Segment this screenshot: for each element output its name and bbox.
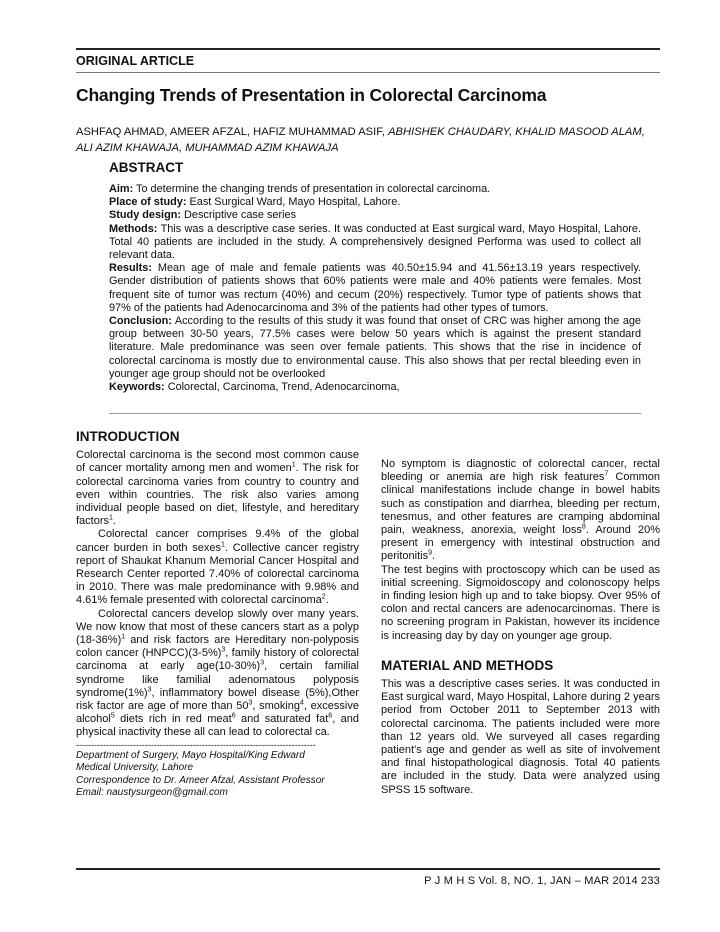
keywords-label: Keywords: — [109, 381, 165, 394]
intro-paragraph-1: Colorectal carcinoma is the second most common cause of cancer mortality among men and women$^1$. The risk for colorectal carcinoma varies from country to country and even within countries. The risk also varies among individual people based on diet, lifestyle, and hereditary factors$^1$. — [76, 449, 359, 528]
abstract-heading: ABSTRACT — [109, 160, 184, 175]
abstract-results — [109, 262, 641, 315]
results-label: Results: — [109, 262, 152, 275]
abstract-body — [109, 183, 641, 394]
authors-regular: ASHFAQ AHMAD, AMEER AFZAL, HAFIZ MUHAMMAD ASIF, — [76, 126, 389, 138]
methods-label: Methods: — [109, 222, 158, 235]
design-label: Study design: — [109, 209, 182, 222]
author-list — [76, 124, 664, 156]
design-text: Descriptive case series — [181, 209, 297, 222]
intro-paragraph-5: The test begins with proctoscopy which can be used as initial screening. Sigmoidoscopy and colonoscopy helps in finding lesion high up and to take biopsy. Over 95% of colon and rectal cancers are adenocarcinomas. There is no screening program in Pakistan, however its incidence is increasing day by day on younger age group. — [381, 563, 660, 642]
methods-paragraph: This was a descriptive cases series. It was conducted in East surgical ward, Mayo Hospital, Lahore during 2 years period from October 2011 to September 2013 with colorectal carcinoma. The patients included were more than 12 years old. We surveyed all cases regarding patient’s age and gender as well as site of involvement and final histopathological diagnosis. Total 40 patients are included in the study. Data were analyzed using SPSS 15 software. — [381, 678, 660, 796]
aim-label: Aim: — [109, 183, 134, 195]
intro-paragraph-3: Colorectal cancers develop slowly over many years. We now know that most of these cancers start as a polyp $(18-36\%)^1$ and risk factors are Hereditary non-polyposis colon cancer $(HNPCC)(3-5\%)^3$, family history of colorectal carcinoma at early $age(10-30\%)^3$, certain familial syndrome like familial adenomatous polyposis $syndrome(1\%)^3$, inflammatory bowel disease (5%),Other risk factor are age of more than $50^3$, smoking$^4$, excessive alcohol$^5$ diets rich in red meat$^6$ and saturated fat$^6$, and physical inactivity these all can lead to colorectal ca. — [76, 607, 360, 739]
place-label: Place of study: — [109, 196, 187, 209]
journal-citation: P J M H S Vol. 8, NO. 1, JAN – MAR 2014 233 — [424, 875, 660, 887]
results-text: Mean age of male and female patients was 40.50±15.94 and 41.56±13.19 years respectively. Gender distribution of patients shows that 60% patients were male and 40% patients were females. Most frequent site of tumor was rectum (40%) and cecum (20%) respectively. Tumor type of patients shows that 97% of the patients had Adenocarcinoma and 3% of the patients had other types of tumors. — [109, 262, 641, 314]
title-rule — [76, 72, 660, 73]
authors-italic: ABHISHEK CHAUDARY, KHALID MASOOD ALAM, ALI AZIM KHAWAJA, MUHAMMAD AZIM KHAWAJA — [76, 126, 645, 154]
abstract-keywords — [109, 381, 641, 394]
left-column — [76, 430, 359, 800]
footnote-line-3: Correspondence to Dr. Ameer Afzal, Assistant Professor — [76, 774, 325, 786]
place-text: East Surgical Ward, Mayo Hospital, Lahore. — [186, 196, 401, 209]
footer-rule — [76, 868, 660, 870]
article-title: Changing Trends of Presentation in Colorectal Carcinoma — [76, 85, 547, 105]
abstract-conclusion — [109, 315, 641, 381]
introduction-heading: INTRODUCTION — [76, 429, 180, 444]
right-column — [381, 458, 660, 797]
abstract-design — [109, 209, 641, 222]
aim-text: To determine the changing trends of presentation in colorectal carcinoma. — [133, 183, 491, 195]
methods-heading: MATERIAL AND METHODS — [381, 657, 554, 673]
abstract-aim — [109, 183, 641, 196]
footnote-line-1: Department of Surgery, Mayo Hospital/King Edward — [76, 749, 305, 761]
abstract-section — [109, 160, 641, 394]
footnote-email: Email: naustysurgeon@gmail.com — [76, 787, 228, 799]
abstract-methods — [109, 223, 641, 263]
intro-paragraph-4: No symptom is diagnostic of colorectal cancer, rectal bleeding or anemia are high risk features$^7$ Common clinical manifestations include change in bowel habits such as constipation and diarrhea, bleeding per rectum, tenesmus, and other features are cramping abdominal pain, weakness, anorexia, weight loss$^8$. Around 20% present in emergency with intestinal obstruction and peritonitis$^9$. — [381, 458, 661, 563]
abstract-rule — [109, 413, 641, 414]
footnote-line-2: Medical University, Lahore — [76, 762, 194, 774]
abstract-place — [109, 196, 641, 209]
conclusion-text: According to the results of this study it was found that onset of CRC was higher among the age group between 30-50 years, 77.5% cases were below 50 years which is against the present standard literature. Male predominance was seen over female patients. This shows that the rise in incidence of colorectal carcinoma is mostly due to environmental cause. This also shows that per rectal bleeding even in younger age group should not be overlooked — [109, 315, 641, 380]
conclusion-label: Conclusion: — [109, 315, 172, 328]
methods-text: This was a descriptive case series. It was conducted at East surgical ward, Mayo Hospital, Lahore. Total 40 patients are included in the study. A comprehensively designed Performa was used to collect all relevant data. — [109, 222, 641, 262]
section-label: ORIGINAL ARTICLE — [76, 54, 195, 68]
keywords-text: Colorectal, Carcinoma, Trend, Adenocarcinoma, — [164, 381, 400, 394]
intro-paragraph-2: Colorectal cancer comprises 9.4% of the global cancer burden in both sexes$^1$. Collective cancer registry report of Shaukat Khanum Memorial Cancer Hospital and Research Center reported 7.40% of colorectal carcinoma in 2010. There was male predominance with 9.98% and 4.61% female presented with colorectal carcinoma$^2$. — [76, 528, 359, 607]
footnote-separator: -------------------------------------------------------------------------------- — [76, 739, 316, 750]
top-rule — [76, 48, 660, 50]
footnote-affiliation — [76, 750, 359, 800]
